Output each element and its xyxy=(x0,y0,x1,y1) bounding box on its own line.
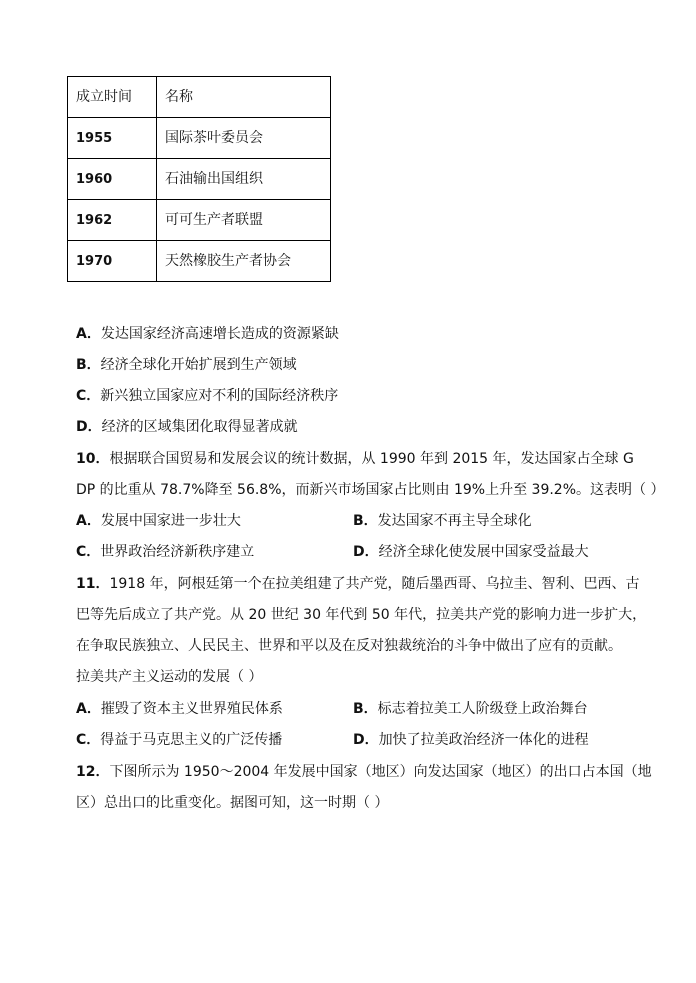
table-cell-name: 国际茶叶委员会 xyxy=(157,118,331,159)
option-letter: C． xyxy=(76,388,101,404)
option-letter: B． xyxy=(76,357,101,373)
option-letter: C． xyxy=(76,544,101,560)
q10-option-c xyxy=(76,544,254,560)
q11-stem-line4: 拉美共产主义运动的发展（ ） xyxy=(76,669,263,685)
option-text: 新兴独立国家应对不利的国际经济秩序 xyxy=(100,388,339,404)
q11-option-a xyxy=(76,701,283,717)
option-text: 发展中国家进一步壮大 xyxy=(100,513,241,529)
q11-option-b xyxy=(353,701,588,717)
q9-option-b xyxy=(76,357,297,373)
q10-stem-line2: DP 的比重从 78.7%降至 56.8%，而新兴市场国家占比则由 19%上升至 39.2%。这表明（ ） xyxy=(76,482,665,498)
table-row xyxy=(68,241,331,282)
question-number: 10． xyxy=(76,451,110,467)
question-stem-text: 下图所示为 1950～2004 年发展中国家（地区）向发达国家（地区）的出口占本国（地 xyxy=(109,764,652,780)
q9-option-d xyxy=(76,419,298,435)
table-cell-year: 1970 xyxy=(68,241,157,282)
q11-option-d xyxy=(353,732,589,748)
q10-option-b xyxy=(353,513,532,529)
table-row xyxy=(68,200,331,241)
option-text: 得益于马克思主义的广泛传播 xyxy=(100,732,283,748)
question-number: 11． xyxy=(76,576,110,592)
option-text: 经济全球化使发展中国家受益最大 xyxy=(378,544,589,560)
question-stem-text: 根据联合国贸易和发展会议的统计数据，从 1990 年到 2015 年，发达国家占全球 G xyxy=(109,451,634,467)
option-text: 经济的区域集团化取得显著成就 xyxy=(101,419,298,435)
q11-stem-line3: 在争取民族独立、人民民主、世界和平以及在反对独裁统治的斗争中做出了应有的贡献。 xyxy=(76,638,622,654)
table-cell-name: 石油输出国组织 xyxy=(157,159,331,200)
organization-table xyxy=(67,76,331,282)
option-letter: D． xyxy=(76,419,102,435)
q11-stem-line1 xyxy=(76,576,640,592)
option-letter: D． xyxy=(353,544,379,560)
q9-option-c xyxy=(76,388,338,404)
option-letter: D． xyxy=(353,732,379,748)
table-cell-name: 可可生产者联盟 xyxy=(157,200,331,241)
option-text: 世界政治经济新秩序建立 xyxy=(100,544,255,560)
q11-option-c xyxy=(76,732,282,748)
option-letter: A． xyxy=(76,513,101,529)
option-text: 发达国家不再主导全球化 xyxy=(377,513,532,529)
q10-stem-line1 xyxy=(76,451,634,467)
table-header-row xyxy=(68,77,331,118)
q11-stem-line2: 巴等先后成立了共产党。从 20 世纪 30 年代到 50 年代，拉美共产党的影响力进一步扩大， xyxy=(76,607,647,623)
option-text: 加快了拉美政治经济一体化的进程 xyxy=(378,732,589,748)
table-row xyxy=(68,159,331,200)
option-letter: A． xyxy=(76,326,101,342)
q10-option-a xyxy=(76,513,241,529)
table-header-cell: 成立时间 xyxy=(68,77,157,118)
q12-stem-line2: 区）总出口的比重变化。据图可知，这一时期（ ） xyxy=(76,795,389,811)
table-cell-year: 1960 xyxy=(68,159,157,200)
option-text: 经济全球化开始扩展到生产领域 xyxy=(100,357,297,373)
question-stem-text: 1918 年，阿根廷第一个在拉美组建了共产党，随后墨西哥、乌拉圭、智利、巴西、古 xyxy=(109,576,640,592)
table-cell-year: 1955 xyxy=(68,118,157,159)
table-header-cell: 名称 xyxy=(157,77,331,118)
option-text: 摧毁了资本主义世界殖民体系 xyxy=(100,701,283,717)
option-letter: C． xyxy=(76,732,101,748)
table-cell-name: 天然橡胶生产者协会 xyxy=(157,241,331,282)
q10-option-d xyxy=(353,544,589,560)
option-letter: A． xyxy=(76,701,101,717)
q12-stem-line1 xyxy=(76,764,652,780)
question-number: 12． xyxy=(76,764,110,780)
table-cell-year: 1962 xyxy=(68,200,157,241)
option-text: 标志着拉美工人阶级登上政治舞台 xyxy=(377,701,588,717)
option-letter: B． xyxy=(353,513,378,529)
table-row xyxy=(68,118,331,159)
option-letter: B． xyxy=(353,701,378,717)
option-text: 发达国家经济高速增长造成的资源紧缺 xyxy=(100,326,339,342)
q9-option-a xyxy=(76,326,339,342)
